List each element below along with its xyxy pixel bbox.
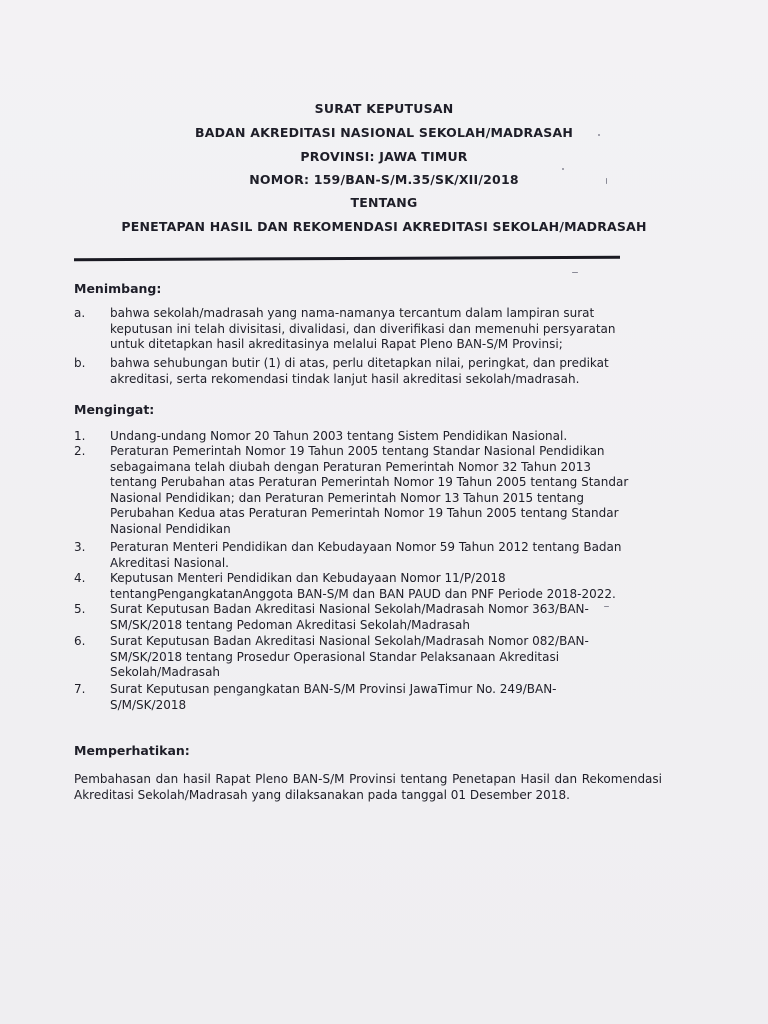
item-text: Surat Keputusan pengangkatan BAN-S/M Provinsi JawaTimur No. 249/BAN- S/M/SK/2018 [110,682,557,712]
item-marker: 7. [74,682,86,696]
item-marker: 1. [74,429,86,443]
province: PROVINSI: JAWA TIMUR [300,149,468,164]
item-marker: 4. [74,571,86,585]
item-marker: 5. [74,602,86,616]
item-text: bahwa sekolah/madrasah yang nama-namanya tercantum dalam lampiran surat keputusan ini telah divisitasi, divalidasi, dan diverifikasi dan memenuhi persyaratan untuk ditetapkan hasil akreditasinya melalui Rapat Pleno BAN-S/M Provinsi; [110,306,616,352]
about-label: TENTANG [350,195,418,210]
mengingat-item [74,540,654,572]
item-text: Undang-undang Nomor 20 Tahun 2003 tentang Sistem Pendidikan Nasional. [110,429,568,443]
memperhatikan-heading: Memperhatikan: [74,743,190,758]
scan-speck [598,134,600,136]
mengingat-item [74,429,654,445]
menimbang-item [74,306,654,354]
doc-title: SURAT KEPUTUSAN [314,101,454,116]
menimbang-item [74,356,654,388]
mengingat-item [74,602,654,634]
item-marker: 6. [74,634,86,648]
item-text: Keputusan Menteri Pendidikan dan Kebudayaan Nomor 11/P/2018 tentangPengangkatanAnggota BAN-S/M dan BAN PAUD dan PNF Periode 2018-2022. [110,571,616,601]
item-text: Peraturan Pemerintah Nomor 19 Tahun 2005 tentang Standar Nasional Pendidikan sebagaimana telah diubah dengan Peraturan Pemerintah Nomor 32 Tahun 2013 tentang Perubahan atas Peraturan Pemerintah Nomor 19 Tahun 2005 tentang Standar Nasional Pendidikan; dan Peraturan Pemerintah Nomor 13 Tahun 2015 tentang Perubahan Kedua atas Peraturan Pemerintah Nomor 19 Tahun 2005 tentang Standar Nasional Pendidikan [110,444,629,536]
mengingat-item [74,682,654,714]
item-marker: a. [74,306,86,320]
menimbang-heading: Menimbang: [74,281,162,296]
scan-speck [572,272,578,273]
issuing-body: BADAN AKREDITASI NASIONAL SEKOLAH/MADRASAH [194,125,573,140]
item-marker: b. [74,356,86,370]
mengingat-heading: Mengingat: [74,402,155,417]
header-divider [74,256,620,261]
item-text: Peraturan Menteri Pendidikan dan Kebudayaan Nomor 59 Tahun 2012 tentang Badan Akreditasi Nasional. [110,540,622,570]
decree-subject: PENETAPAN HASIL DAN REKOMENDASI AKREDITASI SEKOLAH/MADRASAH [121,219,647,234]
item-text: Surat Keputusan Badan Akreditasi Nasional Sekolah/Madrasah Nomor 363/BAN- SM/SK/2018 tentang Pedoman Akreditasi Sekolah/Madrasah [110,602,589,632]
memperhatikan-paragraph: Pembahasan dan hasil Rapat Pleno BAN-S/M Provinsi tentang Penetapan Hasil dan Rekomendasi Akreditasi Sekolah/Madrasah yang dilaksanakan pada tanggal 01 Desember 2018. [74,772,662,802]
mengingat-item [74,444,654,540]
scan-speck [604,606,609,607]
item-marker: 3. [74,540,86,554]
mengingat-item [74,634,654,682]
item-marker: 2. [74,444,86,458]
scan-speck [562,168,564,170]
item-text: bahwa sehubungan butir (1) di atas, perlu ditetapkan nilai, peringkat, dan predikat akreditasi, serta rekomendasi tindak lanjut hasil akreditasi sekolah/madrasah. [110,356,609,386]
decree-number: NOMOR: 159/BAN-S/M.35/SK/XII/2018 [249,172,519,187]
mengingat-item [74,571,654,603]
scan-speck [606,178,607,184]
item-text: Surat Keputusan Badan Akreditasi Nasional Sekolah/Madrasah Nomor 082/BAN- SM/SK/2018 tentang Prosedur Operasional Standar Pelaksanaan Akreditasi Sekolah/Madrasah [110,634,589,680]
